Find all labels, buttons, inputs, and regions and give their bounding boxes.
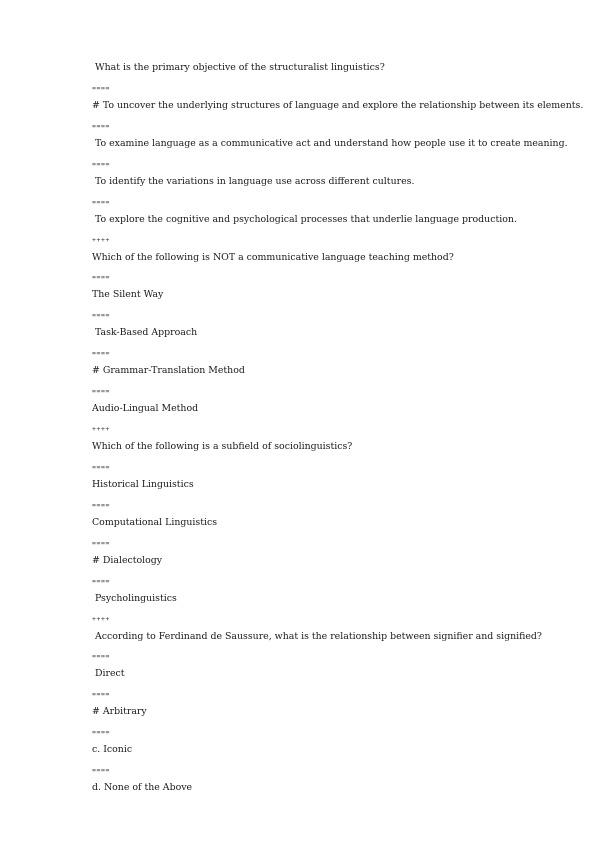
text-line: To examine language as a communicative act and understand how people use it to create meaning. — [92, 137, 568, 149]
text-line: # Grammar-Translation Method — [92, 365, 245, 377]
text-line: # Arbitrary — [92, 706, 147, 718]
text-line: Audio-Lingual Method — [92, 403, 199, 415]
separator-line: ==== — [92, 311, 111, 320]
text-line: # To uncover the underlying structures of language and explore the relationship between its elements. — [92, 99, 584, 111]
text-line: Which of the following is a subfield of sociolinguistics? — [92, 441, 353, 452]
text-line: Psycholinguistics — [92, 592, 177, 604]
separator-line: ==== — [92, 349, 111, 358]
separator-line: ==== — [92, 387, 111, 396]
separator-line: ==== — [92, 500, 111, 509]
text-line: d. None of the Above — [92, 782, 193, 794]
separator-line: ==== — [92, 273, 111, 282]
separator-line: ==== — [92, 652, 111, 661]
separator-line: ==== — [92, 121, 111, 130]
separator-line: ==== — [92, 84, 111, 92]
text-line: Task-Based Approach — [92, 327, 198, 339]
separator-line: ==== — [92, 159, 111, 168]
text-line: According to Ferdinand de Saussure, what is the relationship between signifier and signified? — [92, 630, 542, 642]
text-line: To explore the cognitive and psychological processes that underlie language production. — [92, 213, 517, 225]
text-line: Direct — [92, 668, 125, 680]
text-line: # Dialectology — [92, 554, 163, 566]
separator-line: ==== — [92, 766, 111, 775]
separator-line: ==== — [92, 576, 111, 585]
separator-line: ++++ — [92, 614, 111, 623]
text-line: Computational Linguistics — [92, 516, 218, 528]
separator-line: ==== — [92, 538, 111, 547]
text-line: What is the primary objective of the structuralist linguistics? — [92, 62, 385, 73]
separator-line: ==== — [92, 462, 111, 471]
text-line: Which of the following is NOT a communicative language teaching method? — [92, 251, 454, 263]
separator-line: ==== — [92, 728, 111, 737]
separator-line: ==== — [92, 690, 111, 699]
text-line: c. Iconic — [92, 744, 133, 756]
separator-line: ++++ — [92, 425, 111, 434]
text-line: The Silent Way — [92, 289, 164, 301]
separator-line: ==== — [92, 197, 111, 206]
text-line: Historical Linguistics — [92, 478, 194, 490]
separator-line: ++++ — [92, 235, 111, 244]
text-line: To identify the variations in language use across different cultures. — [92, 175, 415, 187]
